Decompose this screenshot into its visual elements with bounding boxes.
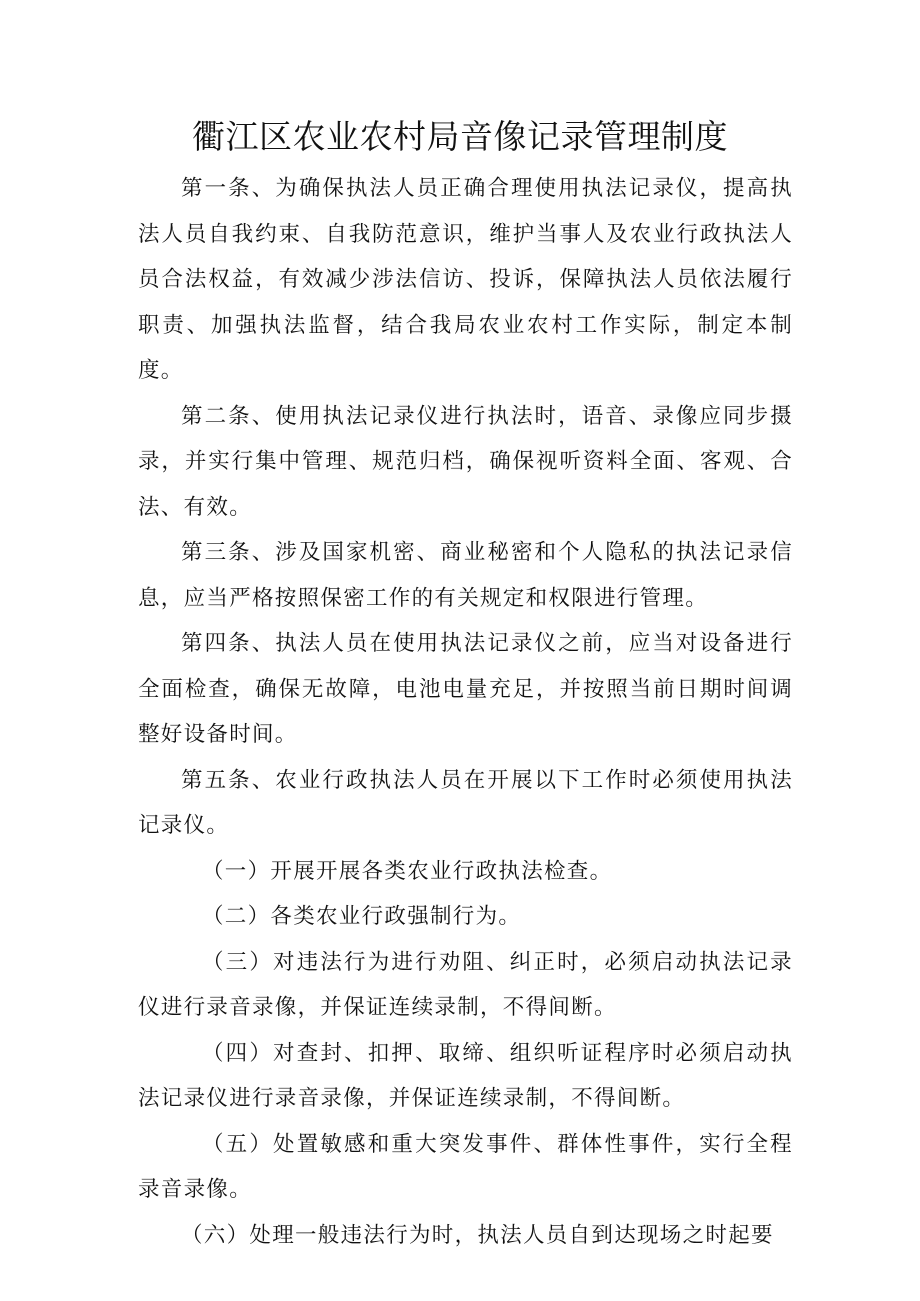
- article-5-paragraph: 第五条、农业行政执法人员在开展以下工作时必须使用执法记录仪。: [138, 767, 793, 838]
- list-item-4: （四）对查封、扣押、取缔、组织听证程序时必须启动执法记录仪进行录音录像，并保证连续录制，不得间断。: [138, 1040, 793, 1111]
- article-1-paragraph: 第一条、为确保执法人员正确合理使用执法记录仪，提高执法人员自我约束、自我防范意识，维护当事人及农业行政执法人员合法权益，有效减少涉法信访、投诉，保障执法人员依法履行职责、加强执法监督，结合我局农业农村工作实际，制定本制度。: [138, 176, 793, 383]
- article-2-paragraph: 第二条、使用执法记录仪进行执法时，语音、录像应同步摄录，并实行集中管理、规范归档，确保视听资料全面、客观、合法、有效。: [138, 403, 793, 520]
- article-4-paragraph: 第四条、执法人员在使用执法记录仪之前，应当对设备进行全面检查，确保无故障，电池电量充足，并按照当前日期时间调整好设备时间。: [138, 631, 793, 747]
- list-item-1: （一）开展开展各类农业行政执法检查。: [202, 858, 613, 884]
- list-item-5: （五）处置敏感和重大突发事件、群体性事件，实行全程录音录像。: [138, 1131, 793, 1202]
- list-item-6: （六）处理一般违法行为时，执法人员自到达现场之时起要: [181, 1222, 774, 1248]
- document-title: 衢江区农业农村局音像记录管理制度: [192, 117, 728, 156]
- list-item-2: （二）各类农业行政强制行为。: [202, 904, 522, 929]
- article-3-paragraph: 第三条、涉及国家机密、商业秘密和个人隐私的执法记录信息，应当严格按照保密工作的有关规定和权限进行管理。: [138, 540, 793, 611]
- document-body: [138, 166, 793, 1258]
- list-item-3: （三）对违法行为进行劝阻、纠正时，必须启动执法记录仪进行录音录像，并保证连续录制，不得间断。: [138, 949, 793, 1020]
